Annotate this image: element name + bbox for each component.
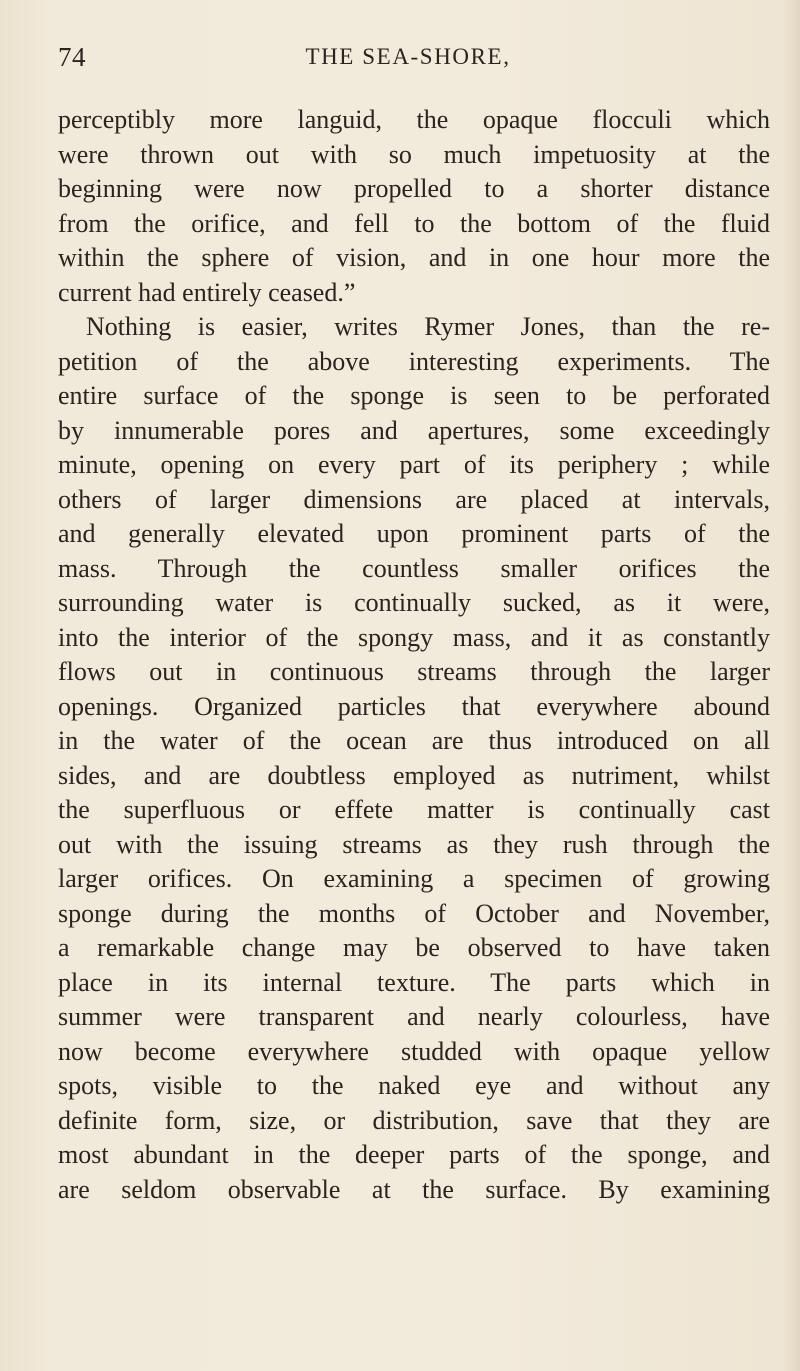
text-line: by innumerable pores and apertures, some exceedingly (58, 415, 770, 445)
text-line: out with the issuing streams as they rush through the (58, 829, 770, 859)
text-line: current had entirely ceased.” (58, 277, 356, 307)
text-line: Nothing is easier, writes Rymer Jones, than the re- (86, 312, 770, 341)
text-line: others of larger dimensions are placed at intervals, (58, 484, 770, 514)
text-line: summer were transparent and nearly colourless, have (58, 1002, 770, 1031)
text-line: sides, and are doubtless employed as nutriment, whilst (58, 760, 770, 790)
text-line: openings. Organized particles that everywhere abound (58, 691, 770, 721)
text-line: spots, visible to the naked eye and without any (58, 1071, 770, 1100)
text-line: larger orifices. On examining a specimen of growing (58, 864, 770, 893)
text-line: within the sphere of vision, and in one hour more the (58, 243, 770, 272)
text-line: now become everywhere studded with opaque yellow (58, 1036, 770, 1066)
text-line: place in its internal texture. The parts which in (58, 967, 770, 997)
text-line: perceptibly more languid, the opaque flocculi which (58, 105, 770, 134)
text-line: sponge during the months of October and November, (58, 898, 770, 928)
page-number: 74 (58, 42, 86, 72)
text-line: beginning were now propelled to a shorter distance (58, 174, 770, 203)
text-line: into the interior of the spongy mass, and it as constantly (58, 622, 770, 652)
body-text (58, 103, 770, 1207)
text-line: a remarkable change may be observed to have taken (58, 933, 770, 962)
text-line: were thrown out with so much impetuosity at the (58, 139, 770, 169)
text-line: the superfluous or effete matter is continually cast (58, 795, 770, 824)
page-edge-shadow (782, 0, 800, 1371)
running-head: THE SEA-SHORE, (305, 44, 511, 69)
text-line: in the water of the ocean are thus introduced on all (58, 726, 770, 755)
text-line: entire surface of the sponge is seen to be perforated (58, 381, 770, 410)
text-line: from the orifice, and fell to the bottom of the fluid (58, 208, 770, 238)
text-line: mass. Through the countless smaller orifices the (58, 553, 770, 583)
text-line: petition of the above interesting experiments. The (58, 346, 770, 376)
text-line: minute, opening on every part of its periphery ; while (58, 450, 770, 479)
text-line: definite form, size, or distribution, save that they are (58, 1105, 770, 1135)
text-line: are seldom observable at the surface. By examining (58, 1174, 770, 1204)
text-line: surrounding water is continually sucked, as it were, (58, 588, 770, 617)
text-line: flows out in continuous streams through the larger (58, 657, 770, 686)
text-line: and generally elevated upon prominent parts of the (58, 519, 770, 548)
text-line: most abundant in the deeper parts of the sponge, and (58, 1140, 770, 1169)
page-header (58, 42, 758, 82)
